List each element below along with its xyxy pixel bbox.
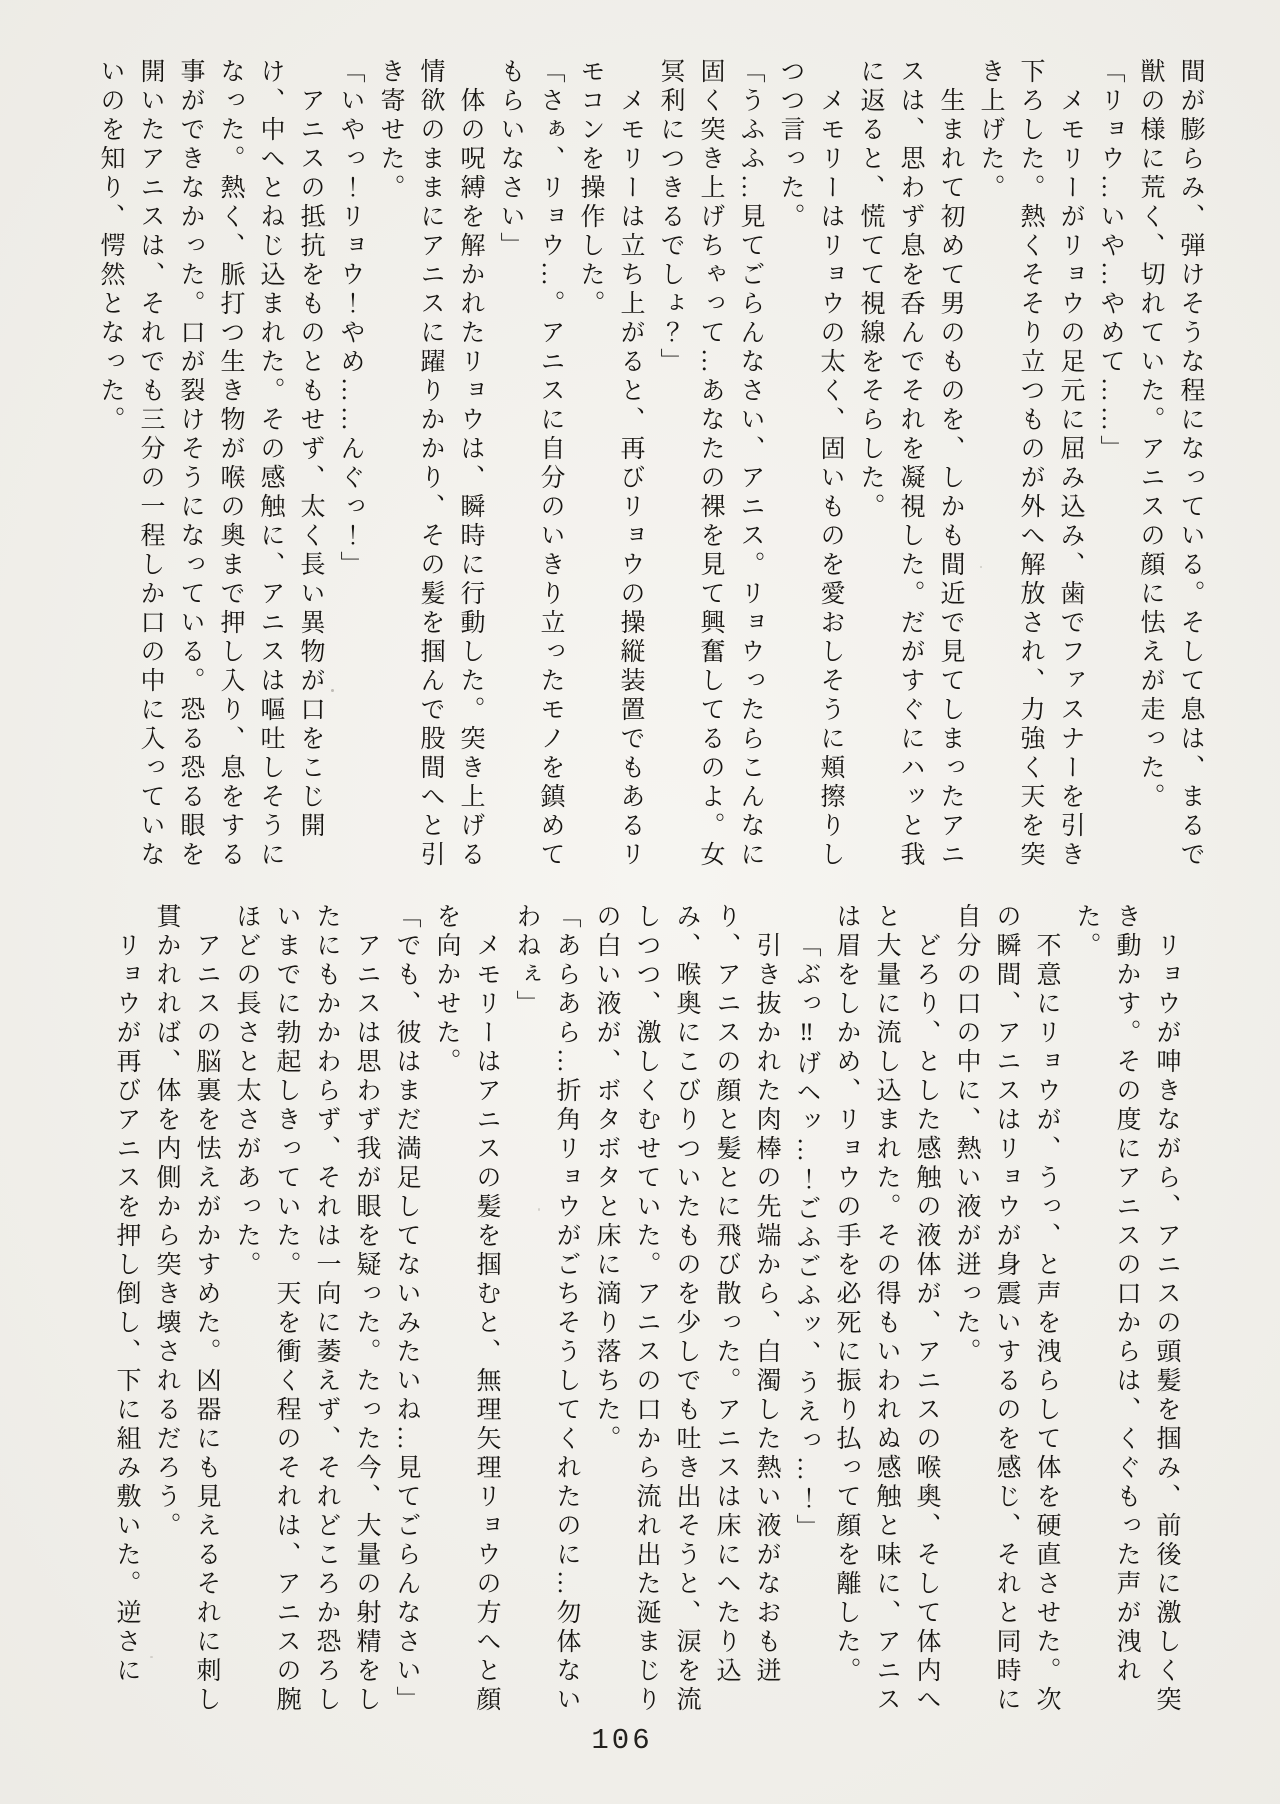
paragraph: リョウが再びアニスを押し倒し、下に組み敷いた。逆さに	[113, 932, 140, 1686]
paragraph: 生まれて初めて男のものを、しかも間近で見てしまったアニスは、思わず息を呑んでそれを凝視した。だがすぐにハッと我に返ると、慌てて視線をそらした。	[857, 58, 964, 870]
top-text-block	[90, 58, 1210, 874]
paragraph: 間が膨らみ、弾けそうな程になっている。そして息は、まるで獣の様に荒く、切れていた。アニスの顔に怯えが走った。	[1137, 58, 1204, 870]
paragraph: 体の呪縛を解かれたリョウは、瞬時に行動した。突き上げる情欲のままにアニスに躍りかかり、その髪を掴んで股間へと引き寄せた。	[377, 58, 484, 870]
paragraph: 不意にリョウが、うっ、と声を洩らして体を硬直させた。次の瞬間、アニスはリョウが身震いするのを感じ、それと同時に自分の口の中に、熱い液が迸った。	[953, 903, 1060, 1715]
paragraph: どろり、とした感触の液体が、アニスの喉奥、そして体内へと大量に流し込まれた。その得もいわれぬ感触と味に、アニスは眉をしかめ、リョウの手を必死に振り払って顔を離した。	[833, 903, 940, 1715]
scan-speck	[980, 566, 982, 568]
paragraph: メモリーがリョウの足元に屈み込み、歯でファスナーを引き下ろした。熱くそそり立つものが外へ解放され、力強く天を突き上げた。	[977, 58, 1084, 870]
paragraph-dialogue: 「あらあら…折角リョウがごちそうしてくれたのに…勿体ないわねぇ」	[513, 903, 580, 1715]
paragraph: リョウが呻きながら、アニスの頭髪を掴み、前後に激しく突き動かす。その度にアニスの口からは、くぐもった声が洩れた。	[1073, 903, 1180, 1715]
paragraph-dialogue: 「でも、彼はまだ満足してないみたいね…見てごらんなさい」	[393, 903, 420, 1715]
paragraph: メモリーは立ち上がると、再びリョウの操縦装置でもあるリモコンを操作した。	[577, 58, 644, 870]
paragraph-dialogue: 「うふふ…見てごらんなさい、アニス。リョウったらこんなに固く突き上げちゃって…あなたの裸を見て興奮してるのよ。女冥利につきるでしょ？」	[657, 58, 764, 870]
scan-speck	[150, 1656, 153, 1658]
paragraph: 引き抜かれた肉棒の先端から、白濁した熱い液がなおも迸り、アニスの顔と髪とに飛び散った。アニスは床にへたり込み、喉奥にこびりついたものを少しでも吐き出そうと、涙を流しつつ、激しくむせていた。アニスの口から流れ出た涎まじりの白い液が、ボタボタと床に滴り落ちた。	[593, 903, 780, 1715]
scan-speck	[538, 1208, 540, 1211]
paragraph: アニスの抵抗をものともせず、太く長い異物が口をこじ開け、中へとねじ込まれた。その感触に、アニスは嘔吐しそうになった。熱く、脈打つ生き物が喉の奥まで押し入り、息をする事ができなかった。口が裂けそうになっている。恐る恐る眼を開いたアニスは、それでも三分の一程しか口の中に入っていないのを知り、愕然となった。	[97, 58, 324, 870]
paragraph-dialogue: 「いやっ！リョウ！やめ……んぐっ！」	[337, 58, 364, 580]
paragraph-dialogue: 「ぶっ‼げヘッ…！ごふごふッ、うえっ…！」	[793, 932, 820, 1543]
bottom-text-block	[106, 903, 1186, 1721]
scan-speck	[331, 689, 334, 692]
paragraph-dialogue: 「リョウ…いや…やめて……」	[1097, 58, 1124, 464]
paragraph: メモリーはリョウの太く、固いものを愛おしそうに頬擦りしつつ言った。	[777, 58, 844, 870]
paragraph: アニスの脳裏を怯えがかすめた。凶器にも見えるそれに刺し貫かれれば、体を内側から突き壊されるだろう。	[153, 903, 220, 1715]
page-number: 106	[591, 1724, 653, 1757]
paragraph-dialogue: 「さぁ、リョウ…。アニスに自分のいきり立ったモノを鎮めてもらいなさい」	[497, 58, 564, 870]
paragraph: アニスは思わず我が眼を疑った。たった今、大量の射精をしたにもかかわらず、それは一向に萎えず、それどころか恐ろしいまでに勃起しきっていた。天を衝く程のそれは、アニスの腕ほどの長さと太さがあった。	[233, 903, 380, 1715]
paragraph: メモリーはアニスの髪を掴むと、無理矢理リョウの方へと顔を向かせた。	[433, 903, 500, 1715]
